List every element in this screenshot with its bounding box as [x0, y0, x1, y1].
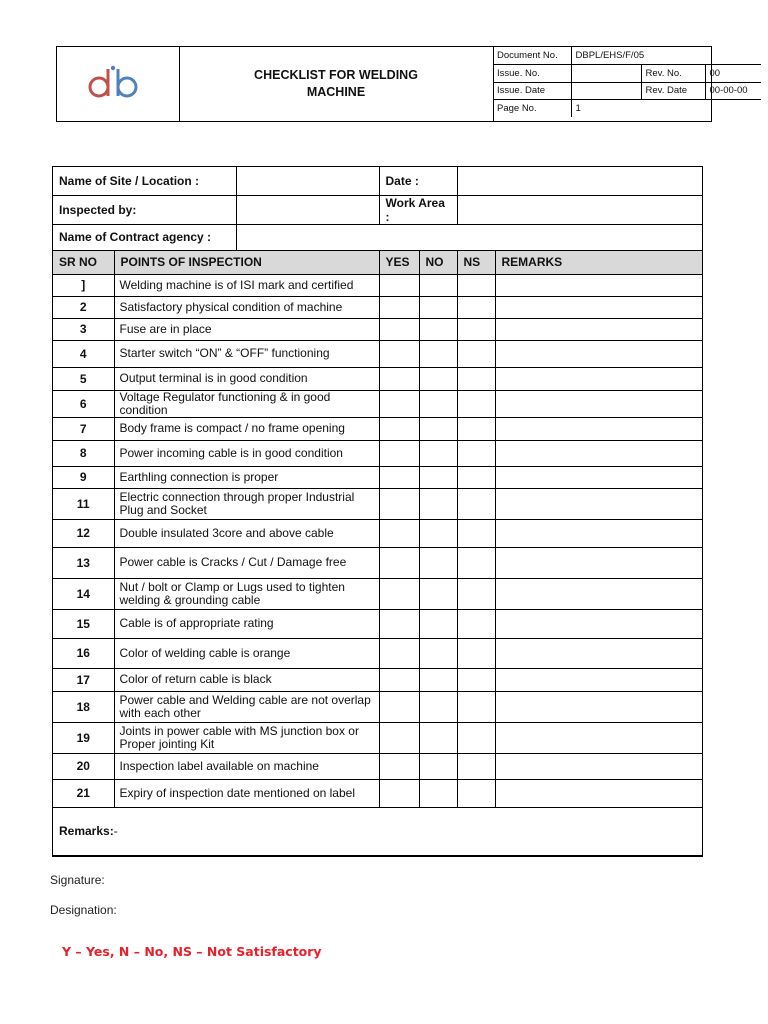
ns-cell[interactable]	[457, 466, 495, 488]
sr-no-cell: 2	[53, 296, 114, 318]
ns-cell[interactable]	[457, 390, 495, 417]
meta-label: Rev. No.	[641, 65, 705, 83]
inspection-point-cell: Nut / bolt or Clamp or Lugs used to tighten welding & grounding cable	[114, 578, 379, 609]
yes-cell[interactable]	[379, 390, 419, 417]
checklist-row	[53, 753, 702, 779]
inspected-by-label: Inspected by:	[53, 195, 236, 224]
checklist-row	[53, 519, 702, 547]
sr-no-cell: 20	[53, 753, 114, 779]
ns-cell[interactable]	[457, 547, 495, 578]
date-field[interactable]	[457, 167, 702, 195]
col-ns: NS	[457, 250, 495, 274]
item-remarks-cell[interactable]	[495, 466, 702, 488]
remarks-suffix: -	[113, 824, 118, 838]
item-remarks-cell[interactable]	[495, 417, 702, 440]
meta-row-issue-date	[493, 82, 761, 100]
meta-label: Document No.	[493, 47, 571, 65]
item-remarks-cell[interactable]	[495, 488, 702, 519]
item-remarks-cell[interactable]	[495, 367, 702, 390]
meta-table	[493, 47, 761, 117]
sr-no-cell: 21	[53, 779, 114, 807]
checklist-row	[53, 340, 702, 367]
checklist-items	[53, 274, 702, 807]
ns-cell[interactable]	[457, 367, 495, 390]
work-area-label: Work Area :	[379, 195, 457, 224]
legend-text: Y – Yes, N – No, NS – Not Satisfactory	[62, 944, 322, 959]
item-remarks-cell[interactable]	[495, 753, 702, 779]
item-remarks-cell[interactable]	[495, 440, 702, 466]
sr-no-cell: 9	[53, 466, 114, 488]
ns-cell[interactable]	[457, 609, 495, 638]
inspection-point-cell: Output terminal is in good condition	[114, 367, 379, 390]
no-cell[interactable]	[419, 390, 457, 417]
no-cell[interactable]	[419, 367, 457, 390]
ns-cell[interactable]	[457, 488, 495, 519]
work-area-field[interactable]	[457, 195, 702, 224]
meta-row-issue-no	[493, 65, 761, 83]
yes-cell[interactable]	[379, 638, 419, 668]
column-header-row	[53, 250, 702, 274]
inspection-point-cell: Starter switch “ON” & “OFF” functioning	[114, 340, 379, 367]
no-cell[interactable]	[419, 753, 457, 779]
document-title-cell	[179, 47, 494, 121]
ns-cell[interactable]	[457, 417, 495, 440]
yes-cell[interactable]	[379, 779, 419, 807]
document-meta	[493, 47, 748, 121]
ns-cell[interactable]	[457, 722, 495, 753]
contract-agency-field[interactable]	[236, 224, 702, 250]
inspection-point-cell: Inspection label available on machine	[114, 753, 379, 779]
ns-cell[interactable]	[457, 779, 495, 807]
ns-cell[interactable]	[457, 340, 495, 367]
no-cell[interactable]	[419, 519, 457, 547]
inspection-point-cell: Body frame is compact / no frame opening	[114, 417, 379, 440]
inspection-point-cell: Color of return cable is black	[114, 668, 379, 691]
inspected-row	[53, 195, 702, 224]
item-remarks-cell[interactable]	[495, 547, 702, 578]
yes-cell[interactable]	[379, 609, 419, 638]
yes-cell[interactable]	[379, 722, 419, 753]
item-remarks-cell[interactable]	[495, 390, 702, 417]
sr-no-cell: ]	[53, 274, 114, 296]
no-cell[interactable]	[419, 488, 457, 519]
meta-row-document-no	[493, 47, 761, 65]
document-header	[56, 46, 748, 122]
yes-cell[interactable]	[379, 417, 419, 440]
remarks-label: Remarks:	[59, 824, 114, 838]
inspection-point-cell: Fuse are in place	[114, 318, 379, 340]
item-remarks-cell[interactable]	[495, 779, 702, 807]
date-label: Date :	[379, 167, 457, 195]
sr-no-cell: 17	[53, 668, 114, 691]
sr-no-cell: 14	[53, 578, 114, 609]
ns-cell[interactable]	[457, 274, 495, 296]
item-remarks-cell[interactable]	[495, 722, 702, 753]
yes-cell[interactable]	[379, 296, 419, 318]
meta-value: 00	[705, 65, 761, 83]
no-cell[interactable]	[419, 340, 457, 367]
meta-row-page-no	[493, 100, 761, 118]
checklist-row	[53, 668, 702, 691]
no-cell[interactable]	[419, 318, 457, 340]
inspection-point-cell: Satisfactory physical condition of machine	[114, 296, 379, 318]
item-remarks-cell[interactable]	[495, 638, 702, 668]
checklist-row	[53, 722, 702, 753]
inspection-point-cell: Color of welding cable is orange	[114, 638, 379, 668]
no-cell[interactable]	[419, 547, 457, 578]
ns-cell[interactable]	[457, 668, 495, 691]
yes-cell[interactable]	[379, 691, 419, 722]
meta-label: Issue. No.	[493, 65, 571, 83]
meta-label: Issue. Date	[493, 82, 571, 100]
item-remarks-cell[interactable]	[495, 340, 702, 367]
col-no: NO	[419, 250, 457, 274]
no-cell[interactable]	[419, 691, 457, 722]
inspection-point-cell: Expiry of inspection date mentioned on label	[114, 779, 379, 807]
yes-cell[interactable]	[379, 274, 419, 296]
remarks-row	[53, 807, 702, 855]
checklist-row	[53, 609, 702, 638]
ns-cell[interactable]	[457, 691, 495, 722]
col-points-of-inspection: POINTS OF INSPECTION	[114, 250, 379, 274]
checklist-row	[53, 390, 702, 417]
checklist-row	[53, 417, 702, 440]
yes-cell[interactable]	[379, 440, 419, 466]
no-cell[interactable]	[419, 722, 457, 753]
col-remarks: REMARKS	[495, 250, 702, 274]
sr-no-cell: 15	[53, 609, 114, 638]
no-cell[interactable]	[419, 296, 457, 318]
site-field[interactable]	[236, 167, 379, 195]
checklist-row	[53, 691, 702, 722]
meta-value: DBPL/EHS/F/05	[571, 47, 761, 65]
checklist-row	[53, 466, 702, 488]
checklist-row	[53, 547, 702, 578]
sr-no-cell: 5	[53, 367, 114, 390]
meta-value: 00-00-00	[705, 82, 761, 100]
inspection-point-cell: Earthling connection is proper	[114, 466, 379, 488]
inspection-point-cell: Cable is of appropriate rating	[114, 609, 379, 638]
site-label: Name of Site / Location :	[53, 167, 236, 195]
company-logo	[87, 65, 151, 101]
item-remarks-cell[interactable]	[495, 578, 702, 609]
yes-cell[interactable]	[379, 578, 419, 609]
no-cell[interactable]	[419, 274, 457, 296]
designation-label: Designation:	[50, 903, 117, 917]
yes-cell[interactable]	[379, 488, 419, 519]
document-title: CHECKLIST FOR WELDING MACHINE	[254, 68, 418, 99]
sr-no-cell: 12	[53, 519, 114, 547]
meta-value	[571, 82, 641, 100]
ns-cell[interactable]	[457, 296, 495, 318]
yes-cell[interactable]	[379, 547, 419, 578]
ns-cell[interactable]	[457, 753, 495, 779]
checklist-form	[52, 166, 703, 857]
no-cell[interactable]	[419, 466, 457, 488]
sr-no-cell: 19	[53, 722, 114, 753]
ns-cell[interactable]	[457, 318, 495, 340]
meta-value	[571, 65, 641, 83]
inspection-point-cell: Voltage Regulator functioning & in good condition	[114, 390, 379, 417]
inspection-point-cell: Joints in power cable with MS junction box or Proper jointing Kit	[114, 722, 379, 753]
inspection-point-cell: Power cable is Cracks / Cut / Damage free	[114, 547, 379, 578]
ns-cell[interactable]	[457, 638, 495, 668]
ns-cell[interactable]	[457, 578, 495, 609]
no-cell[interactable]	[419, 417, 457, 440]
checklist-row	[53, 488, 702, 519]
site-row	[53, 167, 702, 195]
no-cell[interactable]	[419, 779, 457, 807]
yes-cell[interactable]	[379, 466, 419, 488]
yes-cell[interactable]	[379, 519, 419, 547]
yes-cell[interactable]	[379, 340, 419, 367]
yes-cell[interactable]	[379, 367, 419, 390]
checklist-row	[53, 296, 702, 318]
contract-agency-label: Name of Contract agency :	[53, 224, 236, 250]
checklist-row	[53, 274, 702, 296]
inspection-point-cell: Power incoming cable is in good condition	[114, 440, 379, 466]
meta-label: Page No.	[493, 100, 571, 118]
yes-cell[interactable]	[379, 668, 419, 691]
inspection-point-cell: Welding machine is of ISI mark and certified	[114, 274, 379, 296]
inspection-point-cell: Power cable and Welding cable are not overlap with each other	[114, 691, 379, 722]
sr-no-cell: 18	[53, 691, 114, 722]
yes-cell[interactable]	[379, 753, 419, 779]
checklist-row	[53, 638, 702, 668]
yes-cell[interactable]	[379, 318, 419, 340]
sr-no-cell: 6	[53, 390, 114, 417]
checklist-row	[53, 318, 702, 340]
sr-no-cell: 8	[53, 440, 114, 466]
sr-no-cell: 7	[53, 417, 114, 440]
signature-label: Signature:	[50, 873, 105, 887]
checklist-row	[53, 367, 702, 390]
no-cell[interactable]	[419, 440, 457, 466]
col-yes: YES	[379, 250, 419, 274]
sr-no-cell: 16	[53, 638, 114, 668]
checklist-row	[53, 578, 702, 609]
sr-no-cell: 4	[53, 340, 114, 367]
sr-no-cell: 11	[53, 488, 114, 519]
item-remarks-cell[interactable]	[495, 318, 702, 340]
inspection-point-cell: Electric connection through proper Industrial Plug and Socket	[114, 488, 379, 519]
agency-row	[53, 224, 702, 250]
inspection-point-cell: Double insulated 3core and above cable	[114, 519, 379, 547]
no-cell[interactable]	[419, 578, 457, 609]
logo-cell	[57, 47, 180, 121]
no-cell[interactable]	[419, 609, 457, 638]
sr-no-cell: 13	[53, 547, 114, 578]
ns-cell[interactable]	[457, 519, 495, 547]
item-remarks-cell[interactable]	[495, 609, 702, 638]
item-remarks-cell[interactable]	[495, 519, 702, 547]
sr-no-cell: 3	[53, 318, 114, 340]
meta-label: Rev. Date	[641, 82, 705, 100]
no-cell[interactable]	[419, 668, 457, 691]
no-cell[interactable]	[419, 638, 457, 668]
meta-value: 1	[575, 103, 581, 114]
inspected-by-field[interactable]	[236, 195, 379, 224]
item-remarks-cell[interactable]	[495, 668, 702, 691]
checklist-table	[53, 167, 702, 856]
item-remarks-cell[interactable]	[495, 296, 702, 318]
ns-cell[interactable]	[457, 440, 495, 466]
checklist-row	[53, 440, 702, 466]
remarks-cell[interactable]	[53, 807, 702, 855]
col-sr-no: SR NO	[53, 250, 114, 274]
checklist-row	[53, 779, 702, 807]
item-remarks-cell[interactable]	[495, 274, 702, 296]
item-remarks-cell[interactable]	[495, 691, 702, 722]
